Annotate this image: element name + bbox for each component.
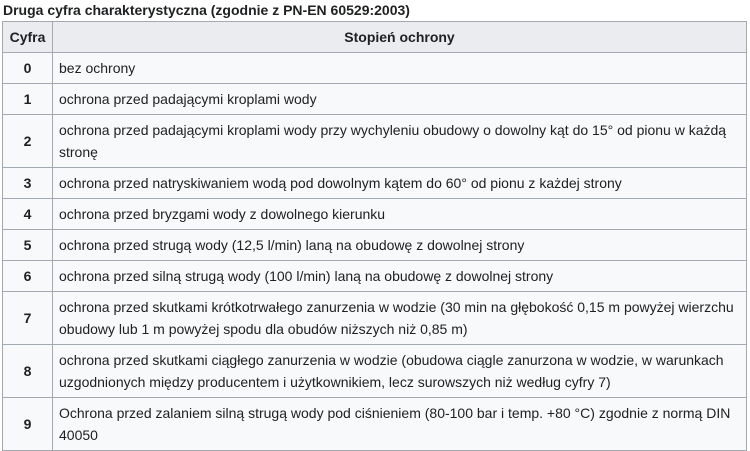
table-row [3, 84, 747, 115]
row-description: bez ochrony [53, 53, 747, 84]
row-description: ochrona przed skutkami krótkotrwałego zanurzenia w wodzie (30 min na głębokość 0,15 m powyżej wierzchu obudowy lub 1 m powyżej spodu dla obudów niższych niż 0,85 m) [53, 292, 747, 345]
table-row [3, 230, 747, 261]
table-row [3, 168, 747, 199]
table-row [3, 345, 747, 398]
row-digit: 7 [3, 292, 53, 345]
row-digit: 1 [3, 84, 53, 115]
ip-water-protection-table [2, 21, 747, 451]
table-row [3, 115, 747, 168]
row-description: ochrona przed bryzgami wody z dowolnego kierunku [53, 199, 747, 230]
row-description: ochrona przed strugą wody (12,5 l/min) laną na obudowę z dowolnej strony [53, 230, 747, 261]
row-description: ochrona przed padającymi kroplami wody przy wychyleniu obudowy o dowolny kąt do 15° od pionu w każdą stronę [53, 115, 747, 168]
row-digit: 2 [3, 115, 53, 168]
table-row [3, 292, 747, 345]
row-description: ochrona przed skutkami ciągłego zanurzenia w wodzie (obudowa ciągle zanurzona w wodzie, w warunkach uzgodnionych między producentem i użytkownikiem, lecz surowszych niż według cyfry 7) [53, 345, 747, 398]
header-digit: Cyfra [3, 22, 53, 53]
row-digit: 6 [3, 261, 53, 292]
header-row [3, 22, 747, 53]
row-description: ochrona przed silną strugą wody (100 l/min) laną na obudowę z dowolnej strony [53, 261, 747, 292]
table-caption: Druga cyfra charakterystyczna (zgodnie z PN-EN 60529:2003) [3, 2, 410, 18]
row-digit: 4 [3, 199, 53, 230]
table-row [3, 199, 747, 230]
row-digit: 9 [3, 398, 53, 451]
row-description: Ochrona przed zalaniem silną strugą wody pod ciśnieniem (80-100 bar i temp. +80 °C) zgodnie z normą DIN 40050 [53, 398, 747, 451]
table-row [3, 53, 747, 84]
row-digit: 0 [3, 53, 53, 84]
row-description: ochrona przed natryskiwaniem wodą pod dowolnym kątem do 60° od pionu z każdej strony [53, 168, 747, 199]
table-row [3, 398, 747, 451]
header-degree: Stopień ochrony [53, 22, 747, 53]
row-digit: 5 [3, 230, 53, 261]
row-description: ochrona przed padającymi kroplami wody [53, 84, 747, 115]
row-digit: 3 [3, 168, 53, 199]
row-digit: 8 [3, 345, 53, 398]
table-row [3, 261, 747, 292]
